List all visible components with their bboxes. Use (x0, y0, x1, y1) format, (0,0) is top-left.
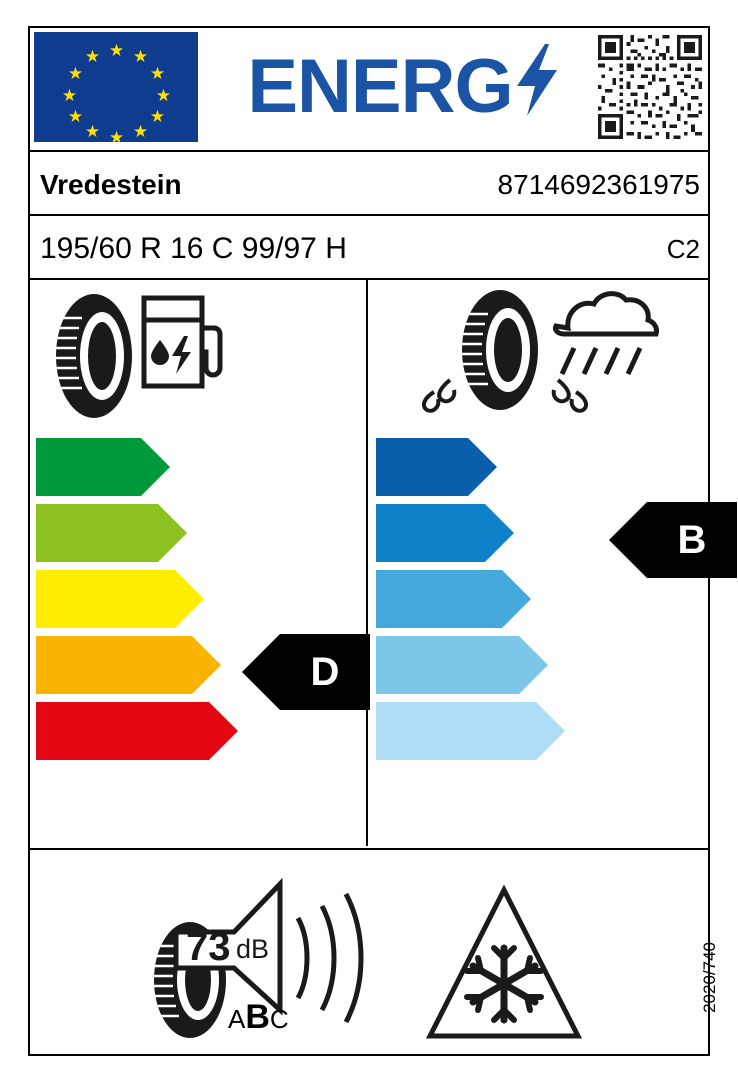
fuel-grade-bar-c (36, 570, 175, 628)
fuel-grade-bar-d (36, 636, 192, 694)
regulation-code: 2020/740 (700, 942, 719, 1013)
wet-grip-section (372, 284, 707, 842)
wet-grade-row-d (372, 634, 702, 700)
wet-grade-bar-b (376, 504, 485, 562)
tyre-size-designation: 195/60 R 16 C 99/97 H (40, 232, 347, 265)
noise-class-indicator (228, 998, 289, 1037)
fuel-grade-row-a (32, 436, 362, 502)
fuel-grade-letter-a: A (50, 447, 75, 486)
wet-grade-letter-b: B (390, 513, 415, 552)
noise-and-snow-section (32, 856, 719, 1052)
eu-flag-icon: ★ ★ ★ ★ ★ ★ ★ ★ ★ ★ ★ ★ (34, 32, 198, 142)
fuel-grade-bars (32, 436, 362, 766)
brand-row (40, 162, 700, 208)
fuel-grade-letter-d: D (50, 645, 75, 684)
lightning-bolt-icon (515, 44, 559, 134)
wet-selected-grade-marker (647, 502, 737, 578)
wet-grip-grade-bars (372, 436, 707, 766)
noise-class-c: C (269, 1004, 289, 1034)
energy-wordmark (198, 40, 598, 130)
divider-1 (30, 150, 708, 152)
fuel-selected-grade-letter: D (310, 649, 340, 694)
divider-3 (30, 278, 708, 280)
fuel-grade-letter-e: E (50, 711, 73, 750)
svg-text:73: 73 (186, 925, 231, 969)
fuel-grade-row-d (32, 634, 362, 700)
wet-grade-row-a (372, 436, 702, 502)
wet-grade-letter-e: E (390, 711, 413, 750)
noise-class-a: A (228, 1004, 246, 1034)
fuel-grade-bar-a (36, 438, 141, 496)
wet-grade-bar-a (376, 438, 468, 496)
divider-2 (30, 214, 708, 216)
wet-grade-letter-d: D (390, 645, 415, 684)
tyre-rain-cloud-icon (372, 284, 702, 432)
wet-selected-grade-letter: B (677, 517, 707, 562)
wet-grade-bar-c (376, 570, 502, 628)
brand-name: Vredestein (40, 169, 182, 200)
fuel-grade-row-b (32, 502, 362, 568)
fuel-grade-bar-b (36, 504, 158, 562)
tyre-fuel-pump-icon (32, 284, 362, 432)
divider-4 (30, 848, 708, 850)
svg-text:dB: dB (236, 934, 270, 964)
three-peak-mountain-snowflake-icon (424, 884, 584, 1054)
fuel-efficiency-section (32, 284, 362, 842)
fuel-grade-letter-c: C (50, 579, 75, 618)
wet-grade-row-e (372, 700, 702, 766)
energy-wordmark-text: ENERG (247, 44, 513, 129)
label-header (30, 28, 708, 146)
wet-grade-bar-d (376, 636, 519, 694)
wet-grade-letter-c: C (390, 579, 415, 618)
noise-class-selected: B (245, 998, 270, 1036)
tyre-class: C2 (666, 233, 700, 264)
fuel-selected-grade-marker (280, 634, 370, 710)
fuel-grade-row-c (32, 568, 362, 634)
qr-code-icon (598, 35, 702, 139)
fuel-grade-letter-b: B (50, 513, 75, 552)
wet-grade-bar-e (376, 702, 536, 760)
wet-grade-row-b (372, 502, 707, 568)
wet-grade-letter-a: A (390, 447, 415, 486)
tyre-type-code: 8714692361975 (497, 169, 700, 200)
tyre-size-row (40, 226, 700, 272)
divider-vertical (366, 280, 368, 846)
fuel-grade-bar-e (36, 702, 209, 760)
